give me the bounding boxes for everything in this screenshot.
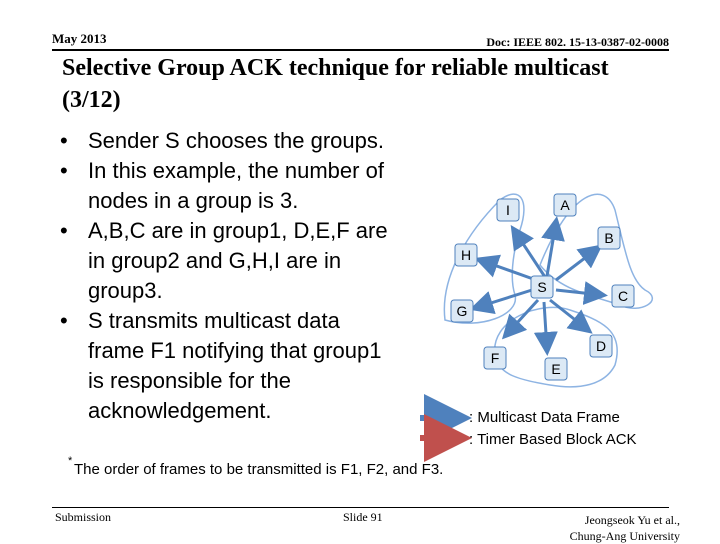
footer-submission: Submission (55, 510, 112, 524)
frame-order-note (68, 455, 444, 478)
bullet-item: • S transmits multicast data frame F1 notifying that group1 is responsible for the acknowledgement. (60, 306, 400, 426)
node-c (612, 285, 634, 307)
footer-divider (52, 507, 669, 508)
svg-text:F: F (490, 350, 500, 366)
arrow-s-to-g (475, 290, 532, 308)
footer-author (570, 512, 680, 544)
bullet-item: • In this example, the number of nodes in a group is 3. (60, 156, 400, 216)
svg-text:H: H (460, 247, 472, 263)
note-marker: * (68, 455, 73, 467)
svg-text:D: D (595, 338, 607, 354)
node-e (545, 358, 567, 380)
svg-text:A: A (560, 197, 570, 213)
node-s (531, 276, 553, 298)
legend-multicast-label: : Multicast Data Frame (469, 409, 620, 426)
svg-text:S: S (537, 279, 547, 295)
bullet-item: • A,B,C are in group1, D,E,F are in group2 and G,H,I are in group3. (60, 216, 400, 306)
arrow-s-to-b (556, 248, 598, 280)
node-f (484, 347, 506, 369)
svg-text:B: B (604, 230, 614, 246)
arrow-s-to-h (480, 260, 536, 280)
arrow-s-to-i (514, 230, 545, 277)
svg-text:I: I (506, 202, 510, 218)
node-g (451, 300, 473, 322)
header-divider (52, 49, 669, 51)
bullet-item: • Sender S chooses the groups. (60, 126, 400, 156)
note-text: The order of frames to be transmitted is F1, F2, and F3. (74, 461, 444, 478)
footer-affiliation: Chung-Ang University (569, 529, 680, 543)
svg-text:C: C (617, 288, 629, 304)
legend-timer-ack-label: : Timer Based Block ACK (469, 431, 637, 448)
svg-text:G: G (456, 303, 468, 319)
arrow-s-to-e (544, 302, 547, 350)
node-i (497, 199, 519, 221)
slide-title: Selective Group ACK technique for reliable multicast (3/12) (62, 55, 609, 113)
node-b (598, 227, 620, 249)
svg-text:E: E (551, 361, 561, 377)
arrow-s-to-c (556, 290, 602, 295)
node-h (455, 244, 477, 266)
arrow-s-to-f (506, 300, 538, 335)
bullet-list (60, 126, 400, 426)
node-a (554, 194, 576, 216)
multicast-group-diagram (420, 180, 700, 470)
header-doc-id: Doc: IEEE 802. 15-13-0387-02-0008 (486, 35, 669, 49)
footer-author-name: Jeongseok Yu et al., (584, 513, 680, 527)
node-d (590, 335, 612, 357)
header-date: May 2013 (52, 31, 107, 46)
footer-slide-number: Slide 91 (343, 510, 383, 524)
arrow-s-to-a (547, 222, 556, 276)
